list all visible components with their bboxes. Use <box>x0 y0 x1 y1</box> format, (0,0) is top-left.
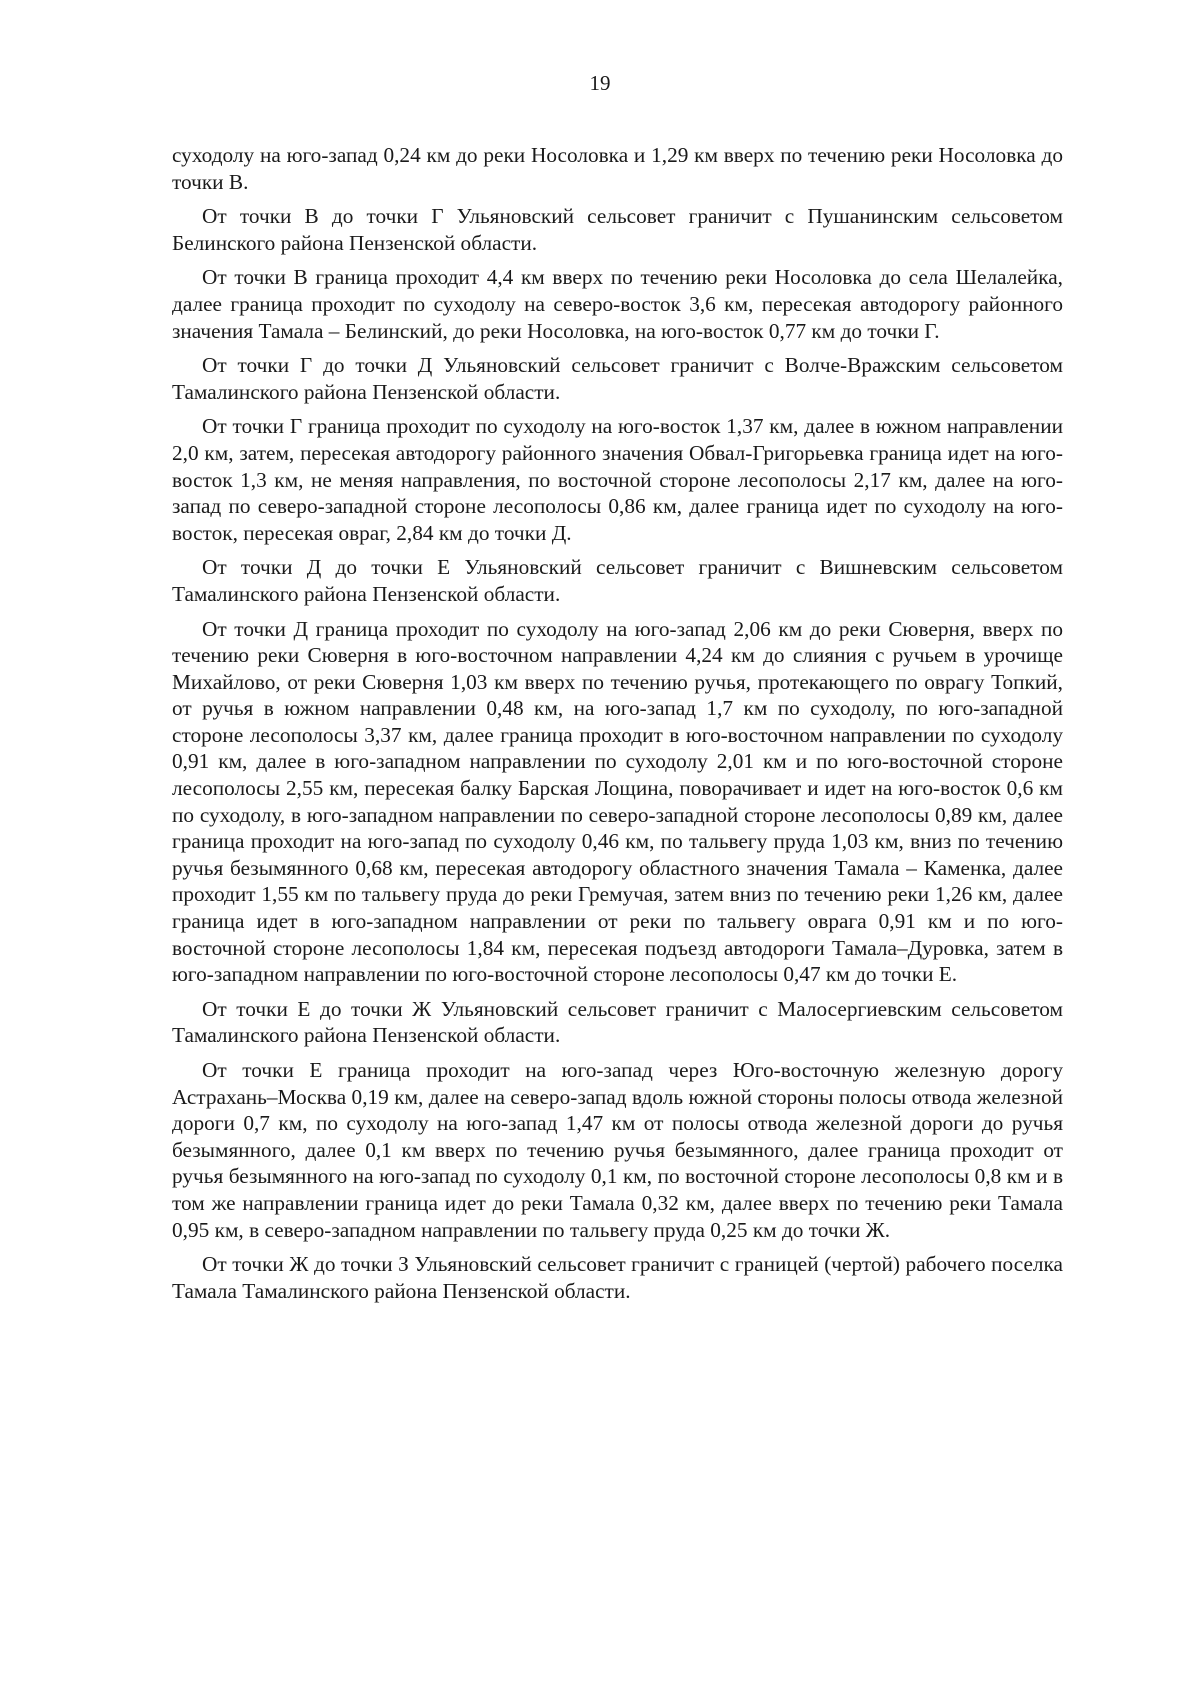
paragraph-border-e-zh: От точки Е до точки Ж Ульяновский сельсовет граничит с Малосергиевским сельсоветом Тамалинского района Пензенской области. <box>172 996 1063 1048</box>
paragraph-continuation: суходолу на юго-запад 0,24 км до реки Носоловка и 1,29 км вверх по течению реки Носоловка до точки В. <box>172 143 1063 194</box>
paragraph-border-zh-z: От точки Ж до точки З Ульяновский сельсовет граничит с границей (чертой) рабочего поселка Тамала Тамалинского района Пензенской области. <box>172 1252 1063 1303</box>
document-body <box>172 142 1063 1312</box>
page-number: 19 <box>589 71 611 95</box>
paragraph-border-v-g: От точки В до точки Г Ульяновский сельсовет граничит с Пушанинским сельсоветом Белинского района Пензенской области. <box>172 204 1063 255</box>
paragraph-border-g-d: От точки Г до точки Д Ульяновский сельсовет граничит с Волче-Вражским сельсоветом Тамалинского района Пензенской области. <box>172 353 1063 404</box>
paragraph-route-v-g: От точки В граница проходит 4,4 км вверх по течению реки Носоловка до села Шелалейка, далее граница проходит по суходолу на северо-восток 3,6 км, пересекая автодорогу районного значения Тамала – Белинский, до реки Носоловка, на юго-восток 0,77 км до точки Г. <box>172 265 1063 343</box>
paragraph-route-d-e: От точки Д граница проходит по суходолу на юго-запад 2,06 км до реки Сюверня, вверх по течению реки Сюверня в юго-восточном направлении 4,24 км до слияния с ручьем в урочище Михайлово, от реки Сюверня 1,03 км вверх по течению ручья, протекающего по оврагу Топкий, от ручья в южном направлении 0,48 км, на юго-запад 1,7 км по суходолу, по юго-западной стороне лесополосы 3,37 км, далее граница проходит в юго-восточном направлении по суходолу 0,91 км, далее в юго-западном направлении по суходолу 2,01 км и по юго-восточной стороне лесополосы 2,55 км, пересекая балку Барская Лощина, поворачивает и идет на юго-восток 0,6 км по суходолу, в юго-западном направлении по северо-западной стороне лесополосы 0,89 км, далее граница проходит на юго-запад по суходолу 0,46 км, по тальвегу пруда 1,03 км, вниз по течению ручья безымянного 0,68 км, пересекая автодорогу областного значения Тамала – Каменка, далее проходит 1,55 км по тальвегу пруда до реки Гремучая, затем вниз по течению реки 1,26 км, далее граница идет в юго-западном направлении от реки по тальвегу оврага 0,91 км и по юго-восточной стороне лесополосы 1,84 км, пересекая подъезд автодороги Тамала–Дуровка, затем в юго-западном направлении по юго-восточной стороне лесополосы 0,47 км до точки Е. <box>172 616 1063 987</box>
paragraph-route-e-zh: От точки Е граница проходит на юго-запад через Юго-восточную железную дорогу Астрахань–Москва 0,19 км, далее на северо-запад вдоль южной стороны полосы отвода железной дороги 0,7 км, по суходолу на юго-запад 1,47 км от полосы отвода железной дороги до ручья безымянного, далее 0,1 км вверх по течению ручья безымянного, далее граница проходит от ручья безымянного на юго-запад по суходолу 0,1 км, по восточной стороне лесополосы 0,8 км и в том же направлении граница идет до реки Тамала 0,32 км, далее вверх по течению реки Тамала 0,95 км, в северо-западном направлении по тальвегу пруда 0,25 км до точки Ж. <box>172 1058 1063 1242</box>
paragraph-border-d-e: От точки Д до точки Е Ульяновский сельсовет граничит с Вишневским сельсоветом Тамалинского района Пензенской области. <box>172 555 1063 606</box>
paragraph-route-g-d: От точки Г граница проходит по суходолу на юго-восток 1,37 км, далее в южном направлении 2,0 км, затем, пересекая автодорогу районного значения Обвал-Григорьевка граница идет на юго-восток 1,3 км, не меняя направления, по восточной стороне лесополосы 2,17 км, далее на юго-запад по северо-западной стороне лесополосы 0,86 км, далее граница идет по суходолу на юго-восток, пересекая овраг, 2,84 км до точки Д. <box>172 414 1063 545</box>
